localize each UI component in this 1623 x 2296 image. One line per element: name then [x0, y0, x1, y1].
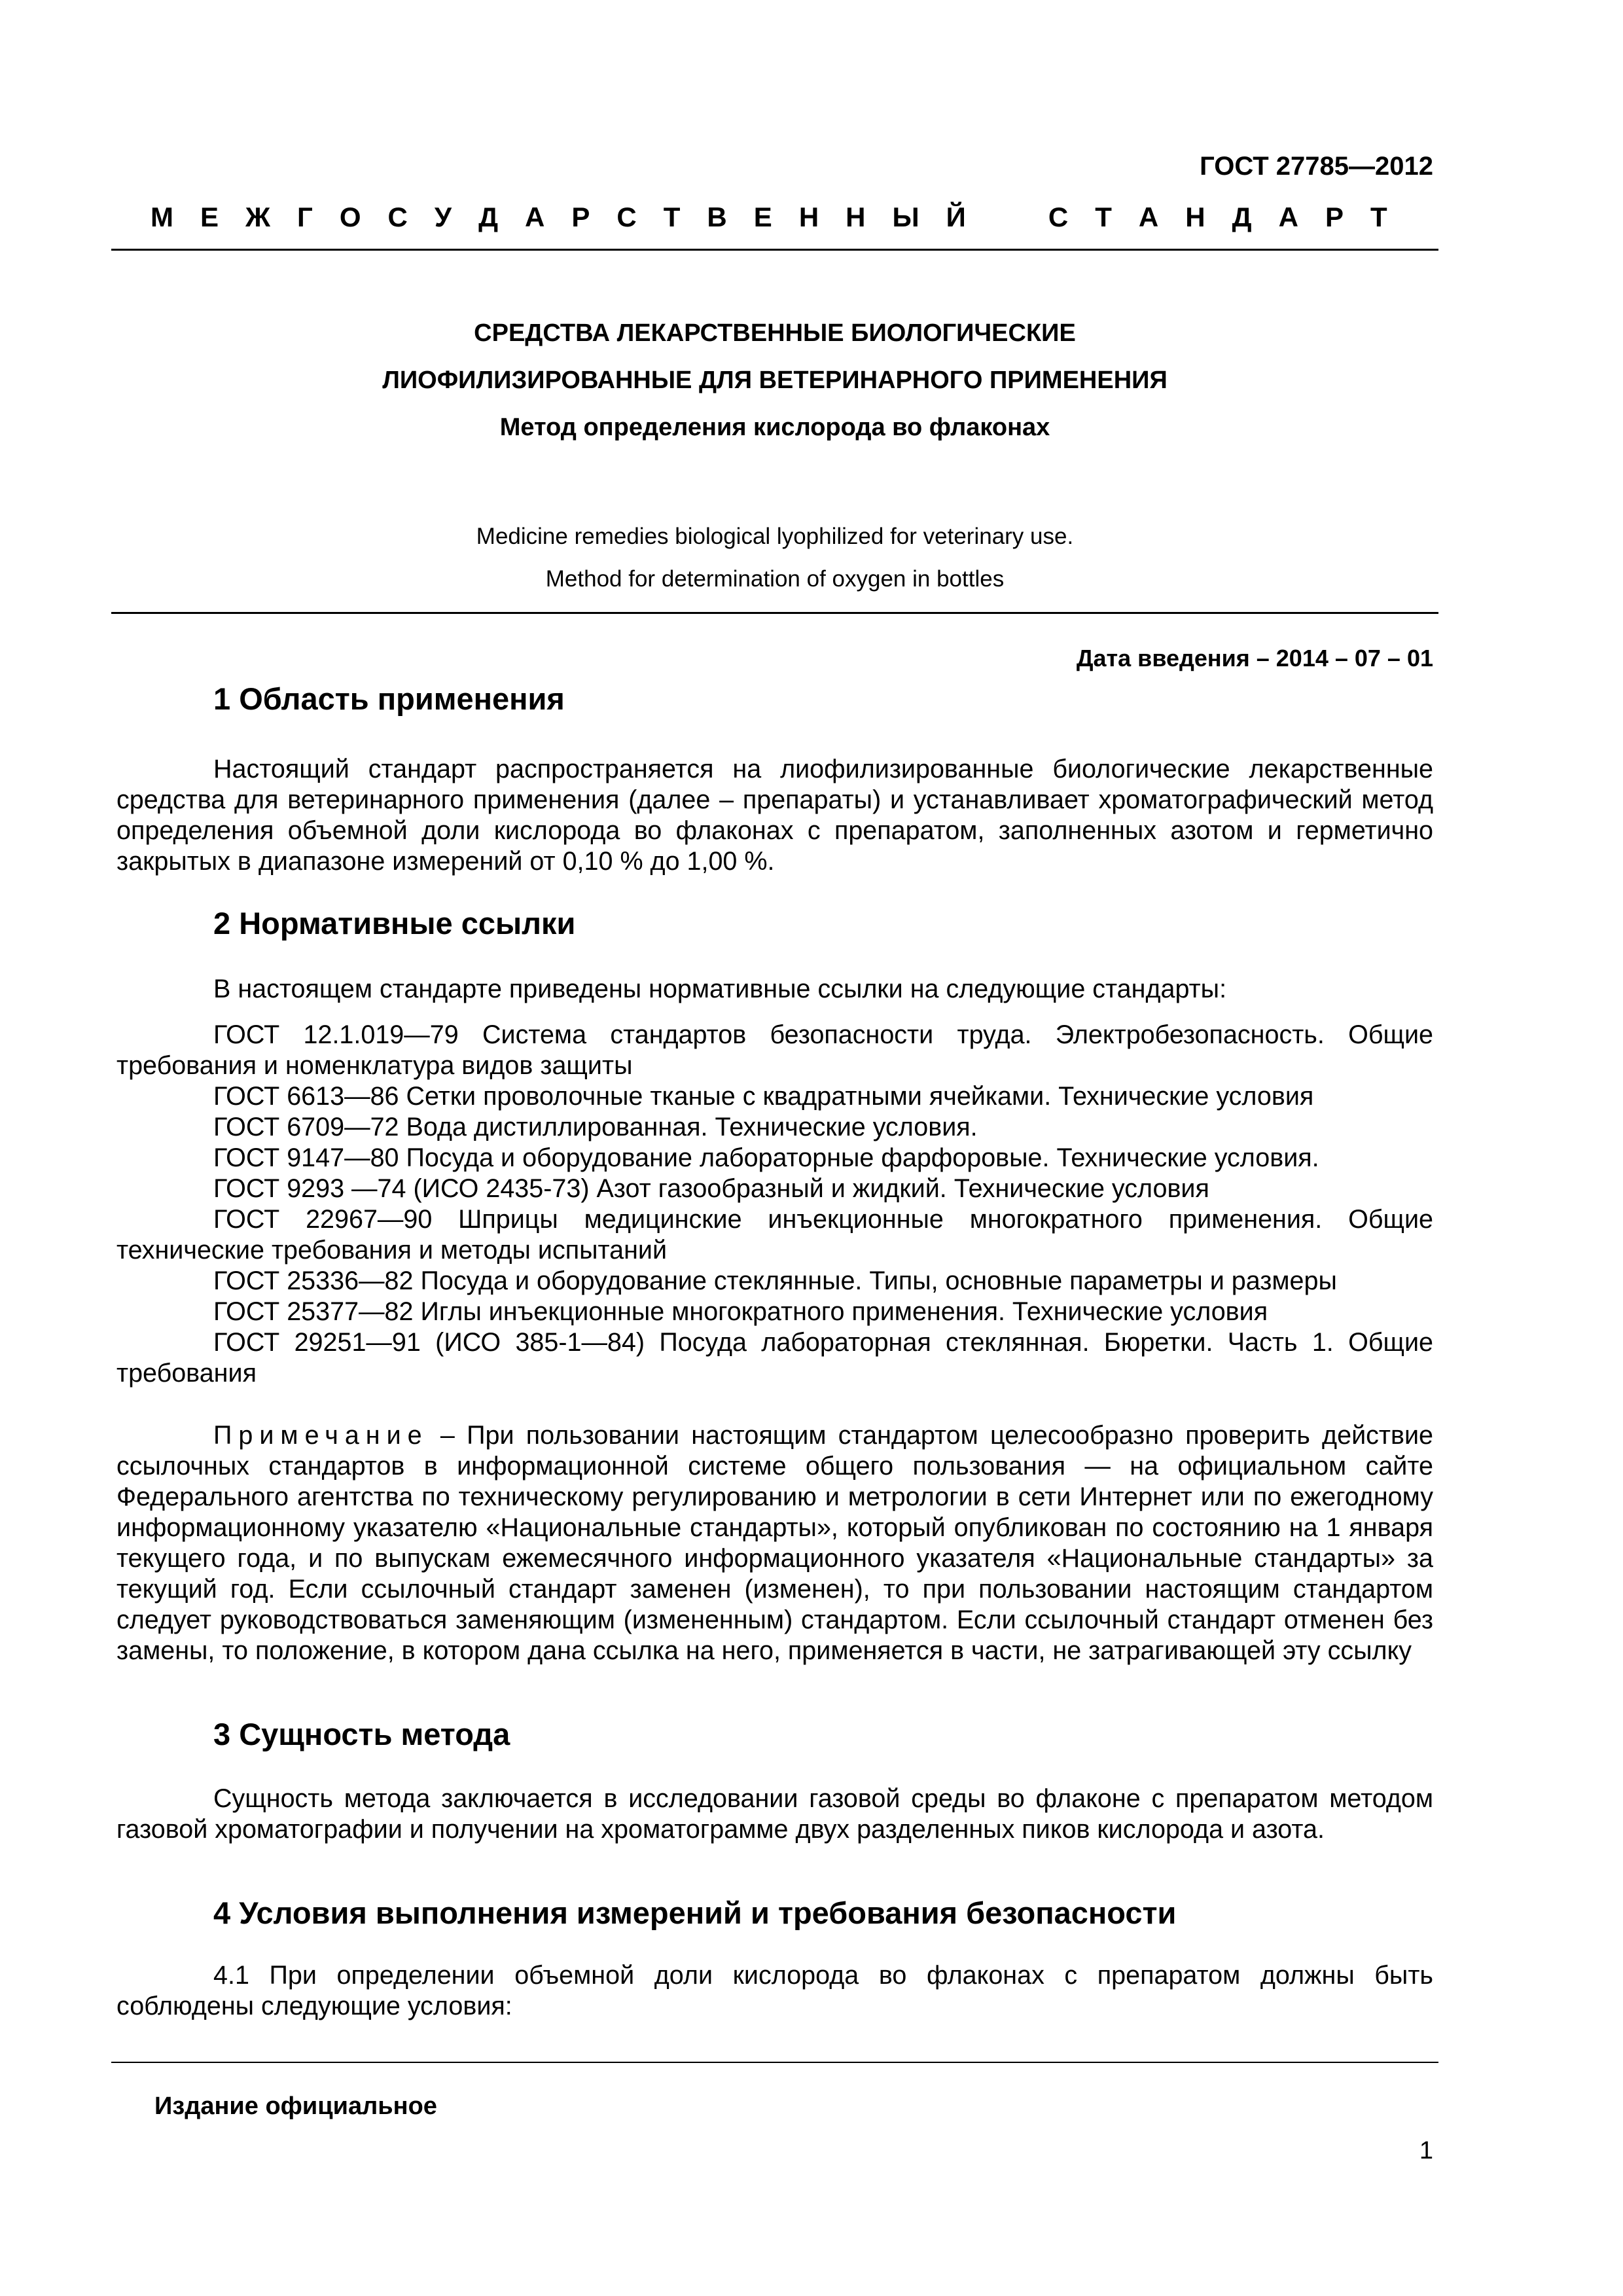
- section-4-heading: 4 Условия выполнения измерений и требования безопасности: [213, 1895, 1177, 1930]
- interstate-letter: М: [151, 202, 173, 232]
- standard-letter: Д: [1232, 202, 1252, 232]
- interstate-letter: Е: [200, 202, 219, 232]
- interstate-letter: Д: [478, 202, 498, 232]
- section-4-paragraph: 4.1 При определении объемной доли кислорода во флаконах с препаратом должны быть соблюдены следующие условия:: [116, 1961, 1433, 2020]
- interstate-letter: Т: [663, 202, 681, 232]
- reference-item: ГОСТ 12.1.019—79 Система стандартов безопасности труда. Электробезопасность. Общие требования и номенклатура видов защиты: [116, 1020, 1433, 1080]
- section-1-paragraph: Настоящий стандарт распространяется на лиофилизированные биологические лекарственные средства для ветеринарного применения (далее – препараты) и устанавливает хроматографический метод определения объемной доли кислорода во флаконах с препаратом, заполненных азотом и герметично закрытых в диапазоне измерений от 0,10 % до 1,00 %.: [116, 755, 1433, 876]
- section-2-intro: В настоящем стандарте приведены нормативные ссылки на следующие стандарты:: [213, 975, 1227, 1003]
- interstate-letter: Й: [946, 202, 966, 232]
- reference-item: ГОСТ 6613—86 Сетки проволочные тканые с квадратными ячейками. Технические условия: [213, 1082, 1314, 1111]
- english-title-line-1: Medicine remedies biological lyophilized for veterinary use.: [476, 524, 1074, 549]
- section-3-paragraph: Сущность метода заключается в исследовании газовой среды во флаконе с препаратом методом газовой хроматографии и получении на хроматограмме двух разделенных пиков кислорода и азота.: [116, 1784, 1433, 1844]
- interstate-letter: Н: [798, 202, 819, 232]
- standard-letter: Т: [1370, 202, 1387, 232]
- interstate-letter: С: [387, 202, 408, 232]
- interstate-letter: Р: [571, 202, 590, 232]
- reference-item: ГОСТ 9147—80 Посуда и оборудование лабораторные фарфоровые. Технические условия.: [213, 1143, 1319, 1172]
- title-line-1: СРЕДСТВА ЛЕКАРСТВЕННЫЕ БИОЛОГИЧЕСКИЕ: [474, 319, 1076, 347]
- standard-code: ГОСТ 27785—2012: [1200, 152, 1433, 181]
- standard-letter: Т: [1095, 202, 1112, 232]
- page-number: 1: [1419, 2137, 1433, 2164]
- note-paragraph: [116, 1420, 1433, 1666]
- title-line-2: ЛИОФИЛИЗИРОВАННЫЕ ДЛЯ ВЕТЕРИНАРНОГО ПРИМЕНЕНИЯ: [382, 367, 1168, 394]
- note-label: Примечание: [213, 1421, 429, 1450]
- footer-divider: [111, 2062, 1438, 2063]
- header-divider: [111, 249, 1438, 251]
- reference-item: ГОСТ 25377—82 Иглы инъекционные многократного применения. Технические условия: [213, 1297, 1268, 1326]
- reference-item: ГОСТ 25336—82 Посуда и оборудование стеклянные. Типы, основные параметры и размеры: [213, 1266, 1337, 1295]
- interstate-letter: О: [339, 202, 361, 232]
- section-2-heading: 2 Нормативные ссылки: [213, 906, 576, 941]
- interstate-letter: У: [434, 202, 452, 232]
- title-divider: [111, 612, 1438, 614]
- reference-item: ГОСТ 9293 —74 (ИСО 2435-73) Азот газообразный и жидкий. Технические условия: [213, 1174, 1209, 1203]
- note-text: – При пользовании настоящим стандартом целесообразно проверить действие ссылочных стандартов в информационной системе общего пользования — на официальном сайте Федерального агентства по техническому регулированию и метрологии в сети Интернет или по ежегодному информационному указателю «Национальные стандарты», который опубликован по состоянию на 1 января текущего года, и по выпускам ежемесячного информационного указателя «Национальные стандарты» за текущий год. Если ссылочный стандарт заменен (изменен), то при пользовании настоящим стандартом следует руководствоваться заменяющим (измененным) стандартом. Если ссылочный стандарт отменен без замены, то положение, в котором дана ссылка на него, применяется в части, не затрагивающей эту ссылку: [116, 1421, 1433, 1665]
- interstate-letter: Е: [753, 202, 772, 232]
- standard-letter: А: [1138, 202, 1159, 232]
- reference-item: ГОСТ 22967—90 Шприцы медицинские инъекционные многократного применения. Общие технические требования и методы испытаний: [116, 1205, 1433, 1265]
- interstate-letter: С: [616, 202, 637, 232]
- english-title-line-2: Method for determination of oxygen in bottles: [545, 566, 1005, 592]
- title-line-3: Метод определения кислорода во флаконах: [499, 414, 1050, 441]
- standard-letter: Р: [1325, 202, 1344, 232]
- reference-item: ГОСТ 6709—72 Вода дистиллированная. Технические условия.: [213, 1113, 978, 1141]
- interstate-letter: Ы: [892, 202, 919, 232]
- interstate-letter: Г: [297, 202, 313, 232]
- interstate-letter: В: [707, 202, 727, 232]
- section-1-heading: 1 Область применения: [213, 681, 565, 716]
- interstate-standard-header: [151, 202, 1387, 233]
- section-3-heading: 3 Сущность метода: [213, 1717, 510, 1751]
- word-gap: [993, 202, 1022, 233]
- standard-letter: Н: [1185, 202, 1205, 232]
- interstate-letter: А: [525, 202, 545, 232]
- reference-item: ГОСТ 29251—91 (ИСО 385-1—84) Посуда лабораторная стеклянная. Бюретки. Часть 1. Общие требования: [116, 1328, 1433, 1388]
- intro-date: Дата введения – 2014 – 07 – 01: [1076, 645, 1433, 672]
- standard-letter: С: [1048, 202, 1069, 232]
- interstate-letter: Н: [846, 202, 866, 232]
- official-edition-label: Издание официальное: [154, 2092, 437, 2120]
- interstate-letter: Ж: [245, 202, 271, 232]
- standard-letter: А: [1278, 202, 1298, 232]
